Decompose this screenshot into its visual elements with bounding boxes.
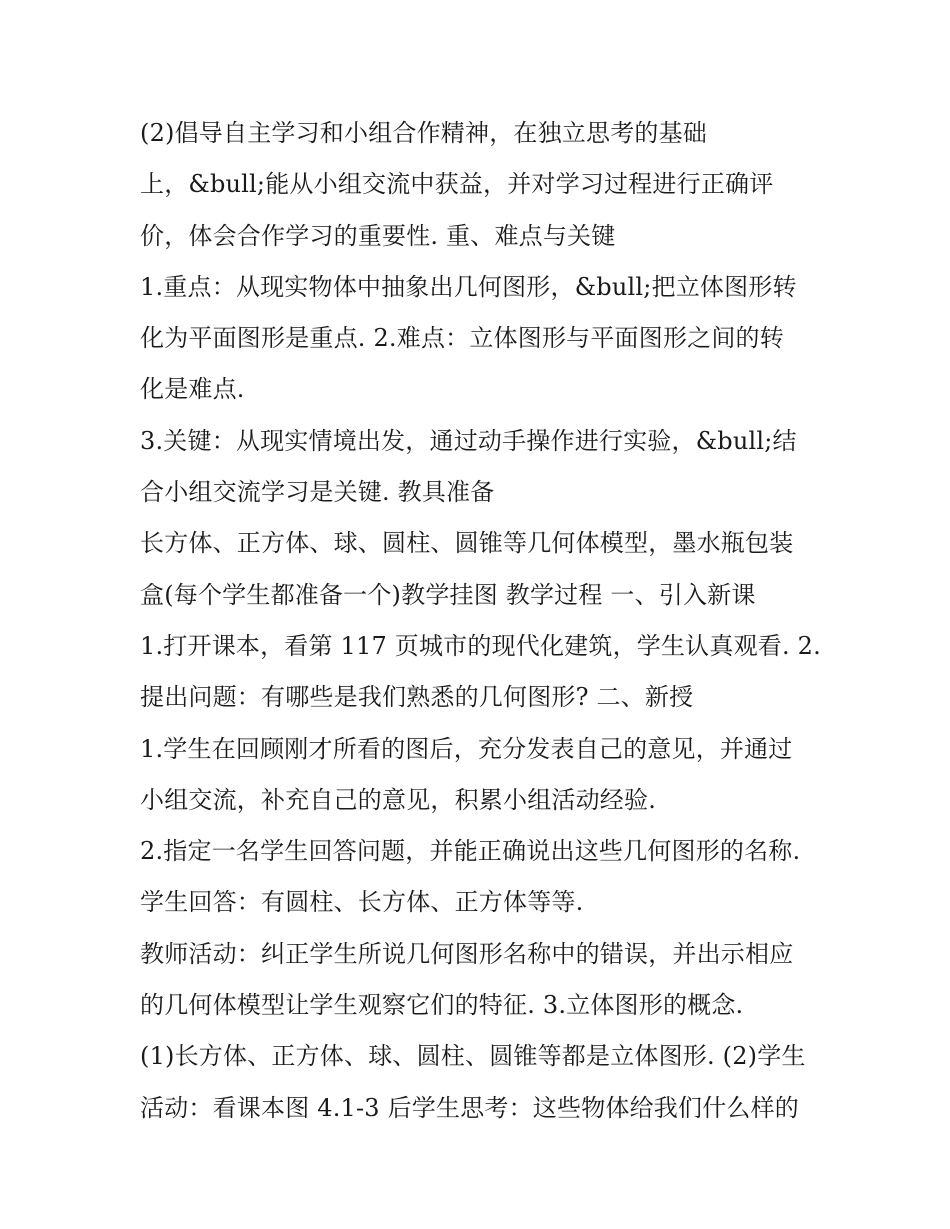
text-line-5: 化为平面图形是重点. 2.难点：立体图形与平面图形之间的转 (140, 324, 784, 353)
text-line-12: 提出问题：有哪些是我们熟悉的几何图形? 二、新授 (140, 683, 694, 712)
text-line-1: (2)倡导自主学习和小组合作精神，在独立思考的基础 (140, 119, 707, 147)
text-line-14: 小组交流，补充自己的意见，积累小组活动经验. (140, 785, 657, 814)
text-line-18: 的几何体模型让学生观察它们的特征. 3.立体图形的概念. (140, 991, 744, 1020)
text-line-8: 合小组交流学习是关键. 教具准备 (140, 478, 495, 507)
text-line-2: 上，&bull;能从小组交流中获益，并对学习过程进行正确评 (140, 170, 774, 199)
text-line-9: 长方体、正方体、球、圆柱、圆锥等几何体模型，墨水瓶包装 (140, 529, 794, 558)
text-line-16: 学生回答：有圆柱、长方体、正方体等等. (140, 888, 584, 917)
text-line-19: (1)长方体、正方体、球、圆柱、圆锥等都是立体图形. (2)学生 (140, 1042, 806, 1071)
text-line-6: 化是难点. (140, 375, 245, 404)
text-line-13: 1.学生在回顾刚才所看的图后，充分发表自己的意见，并通过 (140, 734, 793, 763)
text-line-15: 2.指定一名学生回答问题，并能正确说出这些几何图形的名称. (140, 837, 801, 866)
text-line-20: 活动：看课本图 4.1-3 后学生思考：这些物体给我们什么样的 (140, 1093, 800, 1122)
text-line-17: 教师活动：纠正学生所说几何图形名称中的错误，并出示相应 (140, 939, 794, 968)
text-line-11: 1.打开课本，看第 117 页城市的现代化建筑，学生认真观看. 2. (140, 631, 821, 660)
text-line-7: 3.关键：从现实情境出发，通过动手操作进行实验，&bull;结 (140, 426, 797, 455)
text-line-10: 盒(每个学生都准备一个)教学挂图 教学过程 一、引入新课 (140, 580, 756, 609)
text-line-3: 价，体会合作学习的重要性. 重、难点与关键 (140, 221, 616, 250)
document-body (140, 108, 830, 1134)
text-line-4: 1.重点：从现实物体中抽象出几何图形，&bull;把立体图形转 (140, 272, 797, 301)
